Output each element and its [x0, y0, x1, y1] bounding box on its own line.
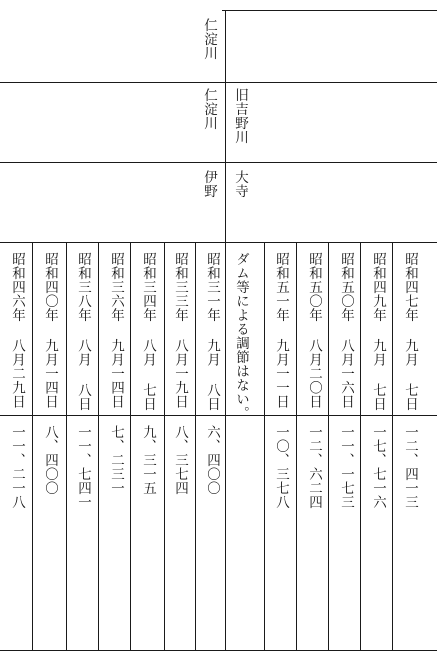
rule-row-1	[0, 82, 437, 83]
top-rule	[222, 10, 437, 11]
record-value: 一二、六二四	[306, 425, 322, 509]
river-name: 伊野	[201, 170, 217, 198]
record-date: 昭和三四年 八月 七日	[140, 252, 156, 411]
column-separator	[195, 242, 196, 650]
record-value: 一一、一七三	[338, 425, 354, 509]
record-date: 昭和五〇年 八月一六日	[338, 252, 354, 409]
record-value: 八、四〇〇	[42, 425, 58, 495]
record-value: 八、三七四	[172, 425, 188, 495]
record-date: 昭和四九年 九月 七日	[370, 252, 386, 411]
divider-vertical-header	[225, 10, 226, 242]
column-separator	[66, 242, 67, 650]
record-value: 一一、二一八	[9, 425, 25, 509]
rule-row-2	[0, 162, 437, 163]
record-date: 昭和五一年 九月一一日	[273, 252, 289, 409]
river-branch: 旧吉野川	[232, 88, 248, 144]
rule-bottom	[0, 650, 437, 651]
column-separator	[225, 242, 226, 650]
record-value: 九、三一五	[140, 425, 156, 495]
river-branch: 大寺	[232, 170, 248, 198]
river-name: 仁淀川	[201, 88, 217, 130]
column-separator	[264, 242, 265, 650]
record-date: 昭和四七年 九月 七日	[402, 252, 418, 411]
column-separator	[32, 242, 33, 650]
record-date: 昭和五〇年 八月二〇日	[306, 252, 322, 409]
record-date: 昭和三一年 九月 八日	[204, 252, 220, 411]
record-value: 一一、七四一	[75, 425, 91, 509]
record-date: 昭和三六年 九月一四日	[108, 252, 124, 409]
record-value: 六、四〇〇	[204, 425, 220, 495]
record-value: 七、二三一	[108, 425, 124, 495]
column-separator	[164, 242, 165, 650]
record-value: 一七、七一六	[370, 425, 386, 509]
river-name: 仁淀川	[201, 18, 217, 60]
record-date: 昭和三八年 八月 八日	[75, 252, 91, 411]
column-separator	[328, 242, 329, 650]
column-separator	[296, 242, 297, 650]
column-separator	[98, 242, 99, 650]
column-separator	[360, 242, 361, 650]
record-value: 一二、四一三	[402, 425, 418, 509]
column-separator	[392, 242, 393, 650]
record-date: 昭和四六年 八月二九日	[9, 252, 25, 409]
column-separator	[130, 242, 131, 650]
record-date: 昭和四〇年 九月一四日	[42, 252, 58, 409]
record-date: 昭和三三年 八月一九日	[172, 252, 188, 409]
note-no-dam-regulation: ダム等による調節はない。	[233, 252, 249, 420]
record-value: 一〇、三七八	[273, 425, 289, 509]
